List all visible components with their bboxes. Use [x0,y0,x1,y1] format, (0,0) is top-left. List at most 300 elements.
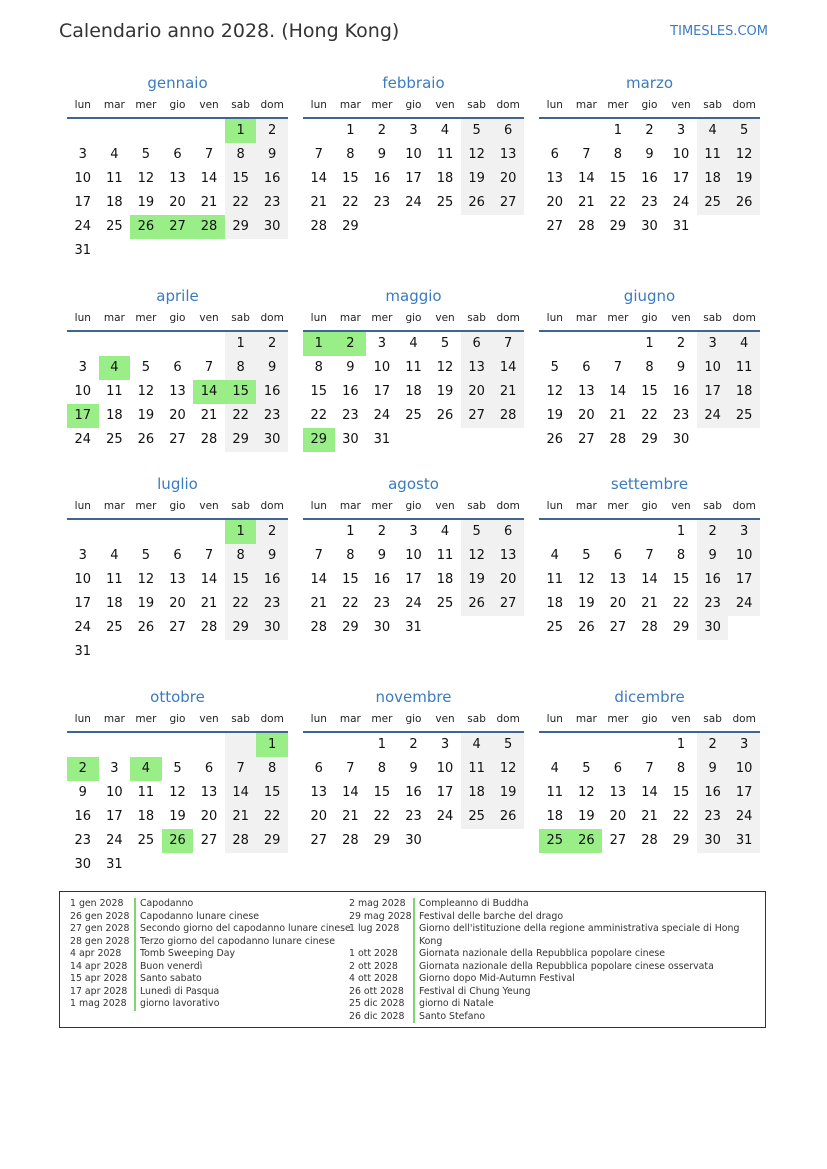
day-cell: 26 [461,592,493,616]
holiday-column-right [345,898,739,1023]
day-cell: 31 [405,620,422,635]
day-cell: 21 [200,195,218,210]
empty-cell [429,428,461,452]
empty-cell [225,640,257,664]
day-cell: 18 [546,809,564,824]
day-cell: 26 [137,432,155,447]
day-cell: 18 [106,408,123,423]
weekday-label: lun [74,99,91,111]
day-cell: 2 [697,733,729,757]
day-cell: 15 [256,781,288,805]
month-gennaio [67,71,288,263]
holiday-row [66,948,351,961]
holiday-row [345,973,739,986]
month-name: febbraio [382,74,445,92]
day-cell: 22 [672,596,690,611]
day-cell: 24 [697,404,729,428]
day-cell: 28 [609,432,627,447]
weekday-label: mar [103,312,125,324]
holiday-row [345,936,739,949]
holiday-row [345,998,739,1011]
weekday-label: ven [435,99,455,111]
holiday-marker [134,898,136,911]
empty-cell [366,215,398,239]
empty-cell [193,640,225,664]
weekday-label: sab [231,312,250,324]
holiday-name: Santo sabato [140,973,202,984]
day-cell: 7 [613,360,623,375]
holiday-date: 17 apr 2028 [70,985,128,997]
holiday-row [66,898,351,911]
day-cell: 15 [672,785,690,800]
month-name: maggio [385,287,442,305]
day-grid [303,119,524,239]
day-cell: 20 [578,408,595,423]
day-cell: 5 [582,548,591,563]
day-cell: 10 [405,147,422,162]
day-cell: 6 [550,147,559,162]
day-cell: 16 [256,167,288,191]
empty-cell [697,215,729,239]
day-cell: 21 [578,195,595,210]
day-cell: 23 [342,408,359,423]
holiday-row [345,1011,739,1024]
day-cell: 2 [256,332,288,356]
day-cell: 6 [173,147,182,162]
empty-cell [634,733,666,757]
day-cell: 17 [373,384,391,399]
weekday-label: gio [641,99,658,111]
empty-cell [130,733,162,757]
empty-cell [539,332,571,356]
weekday-label: gio [405,99,422,111]
empty-cell [99,733,131,757]
weekday-label: mer [371,500,393,512]
empty-cell [571,119,603,143]
day-cell: 9 [377,548,387,563]
day-cell: 14 [200,572,218,587]
day-cell: 28 [342,833,359,848]
day-cell: 31 [106,857,123,872]
empty-cell [571,332,603,356]
day-cell: 29 [225,215,257,239]
empty-cell [461,829,493,853]
month-name: agosto [388,475,439,493]
day-cell: 17 [436,785,454,800]
holiday-date: 1 mag 2028 [70,998,127,1009]
day-cell: 20 [200,809,218,824]
day-cell: 19 [436,384,454,399]
empty-cell [162,853,194,877]
day-cell: 12 [492,757,524,781]
month-novembre [303,685,524,853]
month-febbraio [303,71,524,239]
weekday-header [539,308,760,332]
day-cell: 6 [204,761,214,776]
holiday-date: 26 gen 2028 [70,910,130,922]
day-cell: 26 [571,829,603,853]
day-cell: 23 [74,833,92,848]
day-cell: 20 [310,809,328,824]
day-cell: 17 [74,195,92,210]
day-cell: 18 [137,809,155,824]
day-cell: 2 [256,520,288,544]
weekday-label: sab [467,312,486,324]
day-cell: 28 [200,620,218,635]
empty-cell [398,215,430,239]
empty-cell [602,332,634,356]
day-cell: 19 [137,408,155,423]
day-cell: 1 [676,737,686,752]
weekday-label: gio [169,312,186,324]
day-cell: 11 [106,171,123,186]
day-cell: 8 [314,360,323,375]
month-agosto [303,472,524,640]
day-cell: 1 [225,119,257,143]
weekday-label: gio [405,500,422,512]
empty-cell [634,520,666,544]
day-cell: 2 [256,119,288,143]
holiday-date: 2 ott 2028 [349,960,398,972]
day-cell: 3 [697,332,729,356]
weekday-label: mar [103,99,125,111]
day-cell: 11 [697,143,729,167]
empty-cell [162,239,194,263]
day-cell: 29 [225,428,257,452]
day-cell: 19 [461,167,493,191]
empty-cell [602,733,634,757]
day-cell: 4 [130,757,162,781]
holiday-name: Festival di Chung Yeung [419,985,531,997]
day-cell: 25 [106,432,123,447]
day-cell: 10 [405,548,422,563]
empty-cell [99,332,131,356]
weekday-header [67,95,288,119]
day-cell: 16 [697,781,729,805]
day-cell: 13 [310,785,328,800]
day-cell: 18 [436,572,454,587]
day-cell: 15 [225,167,257,191]
holiday-marker [413,923,415,936]
day-cell: 30 [697,829,729,853]
day-grid [67,332,288,452]
day-cell: 14 [641,785,658,800]
day-cell: 12 [461,143,493,167]
day-cell: 23 [256,191,288,215]
day-cell: 24 [405,195,422,210]
weekday-label: mar [103,500,125,512]
day-cell: 20 [492,167,524,191]
month-name: marzo [625,74,674,92]
day-cell: 2 [697,520,729,544]
day-cell: 16 [256,380,288,404]
day-cell: 21 [310,596,328,611]
empty-cell [67,520,99,544]
weekday-label: dom [732,500,756,512]
weekday-label: dom [496,713,520,725]
empty-cell [303,119,335,143]
weekday-label: mer [607,99,629,111]
empty-cell [256,239,288,263]
empty-cell [539,733,571,757]
day-cell: 17 [728,568,760,592]
day-cell: 22 [672,809,690,824]
empty-cell [130,239,162,263]
day-cell: 21 [641,596,658,611]
empty-cell [492,428,524,452]
weekday-label: mer [135,99,157,111]
day-cell: 24 [106,833,123,848]
day-cell: 15 [225,380,257,404]
day-cell: 8 [256,757,288,781]
holiday-date: 14 apr 2028 [70,960,128,972]
day-cell: 27 [162,215,194,239]
holiday-date: 25 dic 2028 [349,998,405,1009]
empty-cell [99,520,131,544]
empty-cell [335,733,367,757]
day-cell: 18 [546,596,564,611]
day-cell: 10 [74,572,92,587]
day-cell: 25 [436,195,454,210]
month-luglio [67,472,288,664]
weekday-label: dom [732,312,756,324]
holiday-name: Giorno dell'istituzione della regione amministrativa speciale di Hong [419,923,740,934]
day-cell: 28 [578,219,595,234]
holiday-marker [413,948,415,961]
weekday-label: dom [496,500,520,512]
weekday-label: sab [231,99,250,111]
day-cell: 13 [200,785,218,800]
empty-cell [99,239,131,263]
day-cell: 1 [225,520,257,544]
day-cell: 1 [346,123,355,138]
day-cell: 6 [173,548,182,563]
weekday-label: lun [546,500,563,512]
empty-cell [461,215,493,239]
day-cell: 20 [546,195,564,210]
weekday-label: ven [671,99,691,111]
day-cell: 3 [377,336,387,351]
weekday-label: dom [260,713,284,725]
empty-cell [461,616,493,640]
weekday-label: ven [435,500,455,512]
day-cell: 10 [728,757,760,781]
holiday-date: 1 lug 2028 [349,923,400,934]
day-cell: 3 [440,737,450,752]
day-cell: 7 [204,360,214,375]
weekday-header [303,308,524,332]
weekday-label: mer [135,713,157,725]
day-cell: 8 [676,761,686,776]
day-cell: 8 [613,147,623,162]
day-cell: 17 [672,171,690,186]
day-cell: 20 [461,380,493,404]
empty-cell [67,119,99,143]
day-cell: 2 [377,123,387,138]
weekday-label: gio [641,312,658,324]
day-cell: 14 [641,572,658,587]
day-cell: 14 [342,785,359,800]
day-cell: 11 [436,147,454,162]
day-cell: 18 [436,171,454,186]
day-cell: 18 [106,596,123,611]
holiday-name: Giornata nazionale della Repubblica popolare cinese [419,948,666,959]
day-cell: 8 [346,147,355,162]
day-cell: 29 [342,219,359,234]
day-cell: 11 [106,384,123,399]
day-cell: 21 [200,596,218,611]
weekday-header [539,95,760,119]
day-cell: 16 [697,568,729,592]
day-cell: 27 [492,191,524,215]
day-cell: 13 [609,572,627,587]
weekday-header [539,496,760,520]
holiday-name: Festival delle barche del drago [419,910,564,922]
empty-cell [162,733,194,757]
holiday-name: Giorno dopo Mid-Autumn Festival [419,973,575,984]
day-cell: 7 [492,332,524,356]
day-cell: 2 [676,336,686,351]
day-cell: 24 [74,219,92,234]
day-cell: 26 [578,620,595,635]
weekday-label: mar [103,713,125,725]
day-cell: 4 [440,524,450,539]
day-cell: 3 [78,548,87,563]
holiday-date: 1 gen 2028 [70,898,124,909]
day-cell: 5 [461,119,493,143]
weekday-label: ven [199,312,219,324]
day-cell: 24 [728,805,760,829]
empty-cell [461,428,493,452]
day-cell: 29 [672,620,690,635]
day-cell: 27 [310,833,328,848]
day-cell: 6 [492,119,524,143]
empty-cell [193,119,225,143]
site-link[interactable]: TIMESLES.COM [670,24,768,39]
day-cell: 30 [697,616,729,640]
weekday-label: mer [371,713,393,725]
day-cell: 7 [314,147,323,162]
weekday-label: sab [467,99,486,111]
day-cell: 26 [137,620,155,635]
weekday-label: lun [310,312,327,324]
month-aprile [67,284,288,452]
day-cell: 8 [225,544,257,568]
day-cell: 11 [461,757,493,781]
day-cell: 4 [99,356,131,380]
day-cell: 15 [641,384,658,399]
day-cell: 13 [546,171,564,186]
day-cell: 3 [409,524,418,539]
holiday-name: Terzo giorno del capodanno lunare cinese [140,935,335,947]
day-cell: 10 [672,147,690,162]
day-cell: 26 [546,432,564,447]
day-cell: 6 [461,332,493,356]
day-cell: 14 [492,356,524,380]
day-cell: 4 [440,123,450,138]
day-cell: 26 [162,829,194,853]
day-cell: 13 [461,356,493,380]
day-cell: 30 [672,432,690,447]
month-settembre [539,472,760,640]
day-cell: 1 [645,336,654,351]
empty-cell [193,733,225,757]
day-cell: 19 [578,809,595,824]
month-name: dicembre [614,688,685,706]
month-name: novembre [375,688,452,706]
weekday-label: dom [260,500,284,512]
day-cell: 27 [169,620,186,635]
day-cell: 3 [78,360,87,375]
holiday-row [66,998,351,1011]
day-cell: 27 [609,833,627,848]
day-cell: 28 [225,829,257,853]
weekday-label: sab [703,99,722,111]
day-cell: 13 [609,785,627,800]
holiday-marker [134,961,136,974]
day-cell: 6 [613,761,623,776]
month-name: luglio [157,475,198,493]
holiday-row [345,923,739,936]
day-cell: 29 [225,616,257,640]
day-cell: 28 [310,219,328,234]
day-cell: 21 [342,809,359,824]
weekday-label: ven [671,500,691,512]
day-grid [67,733,288,877]
day-cell: 25 [106,219,123,234]
holiday-marker [134,936,136,949]
holiday-marker [413,998,415,1011]
day-cell: 18 [405,384,422,399]
day-cell: 31 [74,243,92,258]
day-cell: 17 [106,809,123,824]
day-cell: 15 [310,384,328,399]
weekday-label: mar [339,312,361,324]
holiday-row [66,936,351,949]
day-cell: 23 [697,592,729,616]
day-cell: 14 [578,171,595,186]
weekday-label: lun [310,99,327,111]
day-cell: 7 [582,147,591,162]
day-cell: 6 [582,360,591,375]
holiday-marker [134,998,136,1011]
day-cell: 16 [405,785,422,800]
empty-cell [492,215,524,239]
weekday-label: sab [703,500,722,512]
empty-cell [492,616,524,640]
day-cell: 3 [78,147,87,162]
holiday-marker [413,973,415,986]
day-cell: 22 [256,805,288,829]
empty-cell [539,520,571,544]
weekday-label: gio [405,713,422,725]
weekday-header [67,709,288,733]
month-name: ottobre [150,688,205,706]
weekday-label: lun [546,99,563,111]
month-name: gennaio [147,74,208,92]
weekday-header [67,496,288,520]
day-cell: 15 [342,572,359,587]
day-cell: 24 [436,809,454,824]
holiday-name: Capodanno [140,898,194,909]
day-cell: 12 [578,785,595,800]
weekday-label: gio [641,713,658,725]
day-cell: 28 [492,404,524,428]
weekday-label: sab [703,713,722,725]
weekday-label: ven [671,713,691,725]
weekday-label: sab [231,500,250,512]
day-grid [67,119,288,263]
